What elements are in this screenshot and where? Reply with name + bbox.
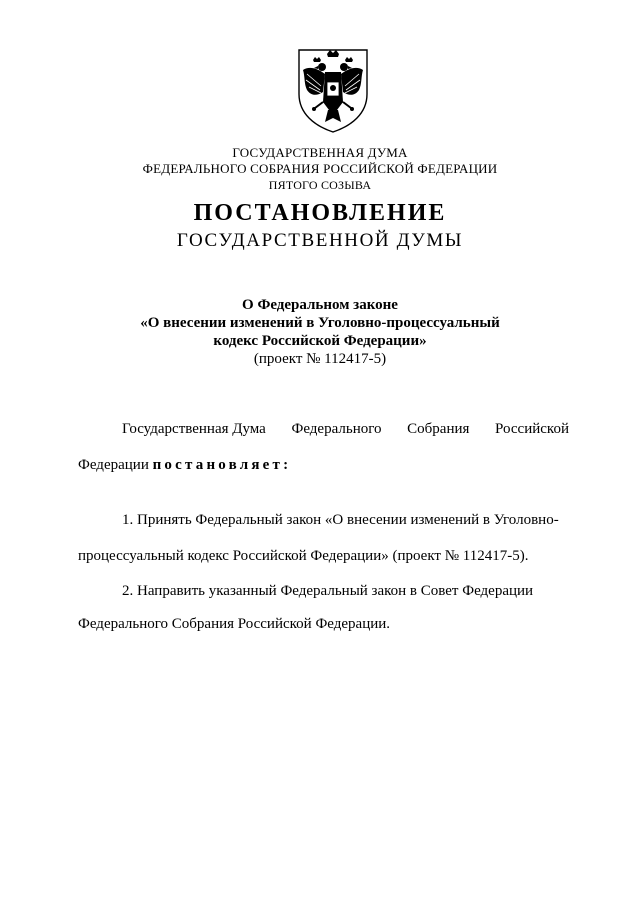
subject-line-1: О Федеральном законе	[242, 297, 398, 313]
preamble-word-1: Государственная Дума	[122, 421, 266, 437]
preamble-word-4: Российской	[495, 421, 569, 437]
coat-of-arms-emblem	[295, 46, 371, 134]
document-subtitle: ГОСУДАРСТВЕННОЙ ДУМЫ	[176, 230, 464, 251]
preamble-word-3: Собрания	[407, 421, 470, 437]
item-1-line-2: процессуальный кодекс Российской Федерации» (проект № 112417-5).	[78, 548, 529, 564]
subject-line-3: кодекс Российской Федерации»	[213, 333, 427, 349]
preamble-line-2	[78, 455, 291, 475]
item-1-line-1: 1. Принять Федеральный закон «О внесении изменений в Уголовно-	[122, 512, 559, 528]
item-2-line-2: Федерального Собрания Российской Федерации.	[78, 616, 391, 632]
document-title: ПОСТАНОВЛЕНИЕ	[193, 200, 447, 226]
decree-word: постановляет:	[152, 457, 292, 473]
project-number-line: (проект № 112417-5)	[253, 351, 387, 367]
preamble-federation: Федерации	[78, 457, 153, 473]
item-2-line-1: 2. Направить указанный Федеральный закон в Совет Федерации	[122, 583, 534, 599]
org-line-1: ГОСУДАРСТВЕННАЯ ДУМА	[232, 145, 408, 160]
preamble-word-2: Федерального	[291, 421, 382, 437]
preamble-line-1	[122, 419, 569, 439]
convocation-line: ПЯТОГО СОЗЫВА	[268, 178, 372, 192]
org-line-2: ФЕДЕРАЛЬНОГО СОБРАНИЯ РОССИЙСКОЙ ФЕДЕРАЦИИ	[142, 161, 498, 176]
subject-line-2: «О внесении изменений в Уголовно-процессуальный	[140, 315, 500, 331]
